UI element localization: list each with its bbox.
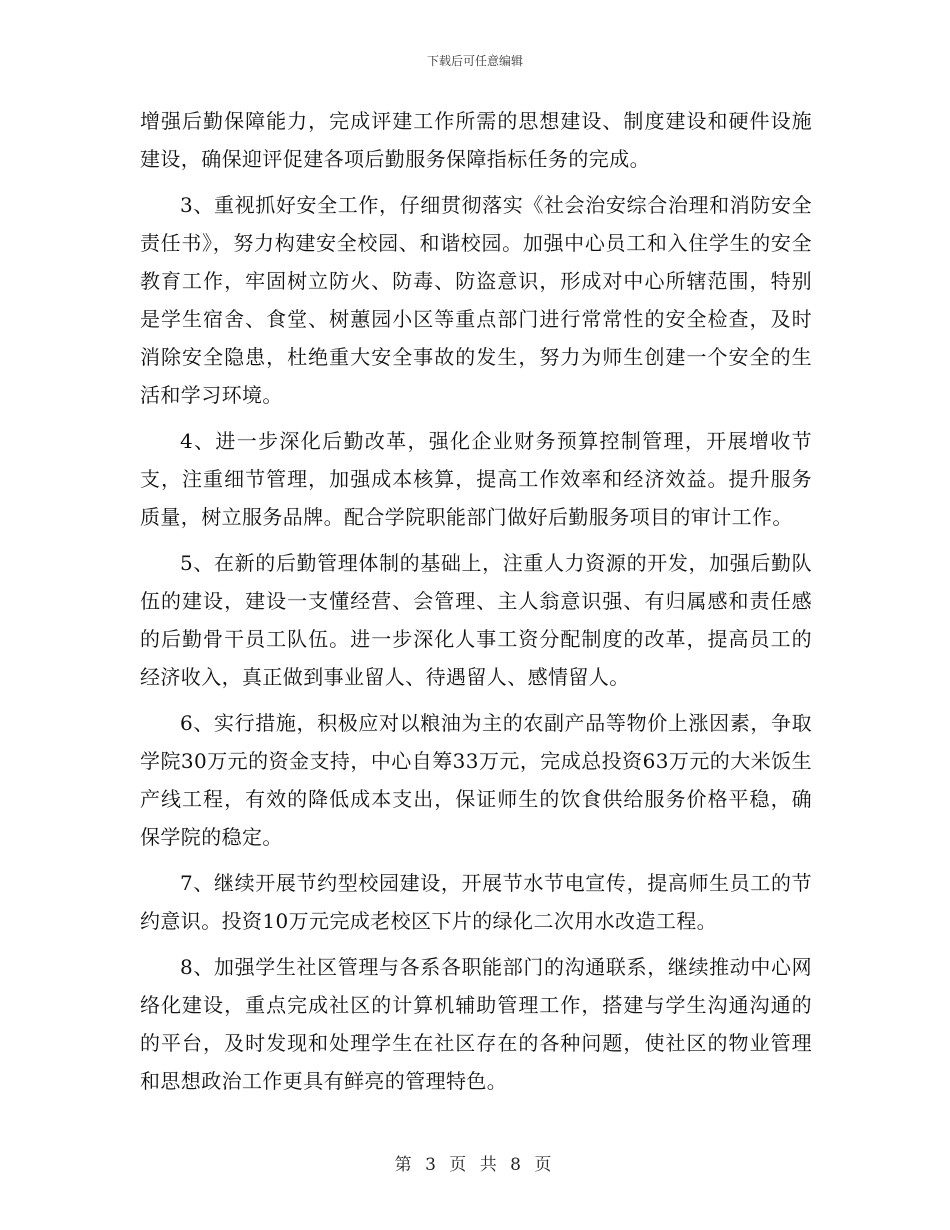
page-header: 下载后可任意编辑 <box>426 54 523 68</box>
paragraph-item-7: 7、继续开展节约型校园建设，开展节水节电宣传，提高师生员工的节约意识。投资10万元完成老校区下片的绿化二次用水改造工程。 <box>140 871 812 933</box>
paragraph-item-4: 4、进一步深化后勤改革，强化企业财务预算控制管理，开展增收节支，注重细节管理，加强成本核算，提高工作效率和经济效益。提升服务质量，树立服务品牌。配合学院职能部门做好后勤服务项目的审计工作。 <box>140 429 812 529</box>
paragraph-item-6: 6、实行措施，积极应对以粮油为主的农副产品等物价上涨因素，争取学院30万元的资金支持，中心自筹33万元，完成总投资63万元的大米饭生产线工程，有效的降低成本支出，保证师生的饮食供给服务价格平稳，确保学院的稳定。 <box>140 711 812 849</box>
paragraph-item-8: 8、加强学生社区管理与各系各职能部门的沟通联系，继续推动中心网络化建设，重点完成社区的计算机辅助管理工作，搭建与学生沟通沟通的的平台，及时发现和处理学生在社区存在的各种问题，使社区的物业管理和思想政治工作更具有鲜亮的管理特色。 <box>140 955 812 1093</box>
paragraph-item-5: 5、在新的后勤管理体制的基础上，注重人力资源的开发，加强后勤队伍的建设，建设一支懂经营、会管理、主人翁意识强、有归属感和责任感的后勤骨干员工队伍。进一步深化人事工资分配制度的改革，提高员工的经济收入，真正做到事业留人、待遇留人、感情留人。 <box>140 551 812 689</box>
page-number: 第 3 页 共 8 页 <box>394 1155 556 1175</box>
document-body <box>140 102 812 1108</box>
paragraph-continuation: 增强后勤保障能力，完成评建工作所需的思想建设、制度建设和硬件设施建设，确保迎评促建各项后勤服务保障指标任务的完成。 <box>140 109 812 171</box>
paragraph-item-3: 3、重视抓好安全工作，仔细贯彻落实《社会治安综合治理和消防安全责任书》，努力构建安全校园、和谐校园。加强中心员工和入住学生的安全教育工作，牢固树立防火、防毒、防盗意识，形成对中心所辖范围，特别是学生宿舍、食堂、树蕙园小区等重点部门进行常常性的安全检查，及时消除安全隐患，杜绝重大安全事故的发生，努力为师生创建一个安全的生活和学习环境。 <box>140 193 812 407</box>
